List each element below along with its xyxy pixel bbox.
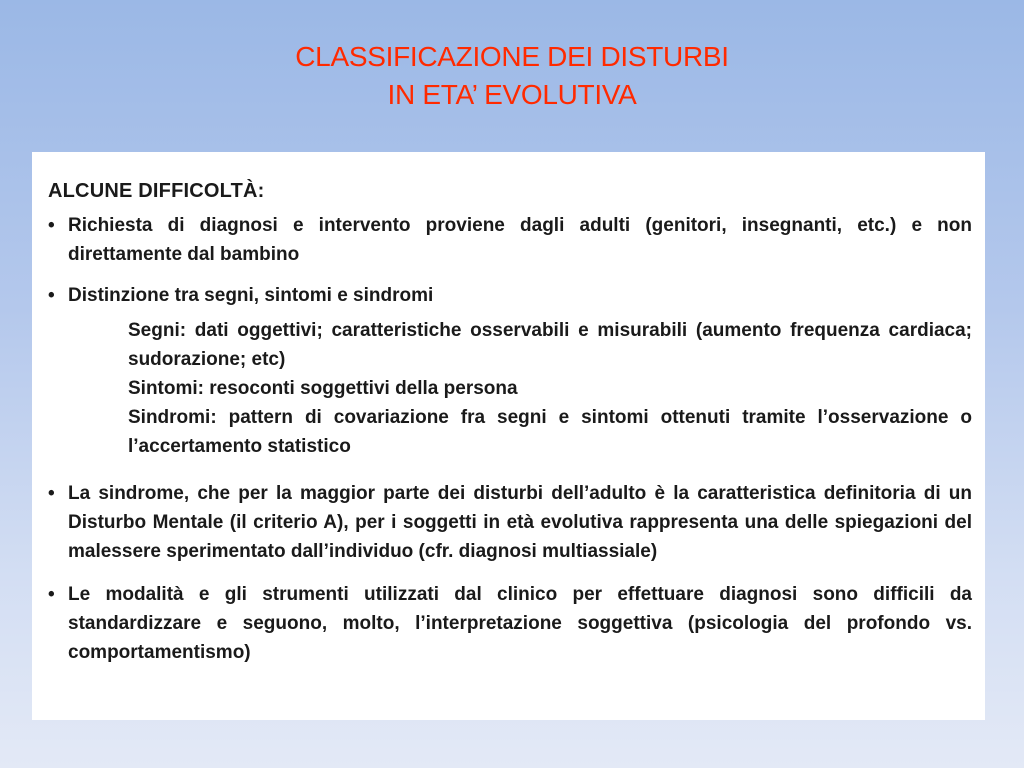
slide-title bbox=[0, 38, 1024, 114]
bullet-text-4: Le modalità e gli strumenti utilizzati dal clinico per effettuare diagnosi sono difficili da standardizzare e seguono, molto, l’interpretazione soggettiva (psicologia del profondo vs. comportamentismo) bbox=[68, 584, 972, 663]
definition-sindromi: Sindromi: pattern di covariazione fra segni e sintomi ottenuti tramite l’osservazione o l’accertamento statistico bbox=[128, 407, 972, 457]
definitions-block bbox=[128, 316, 972, 461]
definition-segni: Segni: dati oggettivi; caratteristiche osservabili e misurabili (aumento frequenza cardiaca; sudorazione; etc) bbox=[128, 320, 972, 370]
content-body bbox=[48, 177, 972, 667]
bullet-marker: • bbox=[48, 483, 55, 504]
content-panel bbox=[32, 152, 985, 720]
slide-title-line-1: CLASSIFICAZIONE DEI DISTURBI bbox=[295, 41, 729, 72]
bullet-item-1 bbox=[48, 211, 972, 269]
definition-sintomi: Sintomi: resoconti soggettivi della persona bbox=[128, 378, 518, 399]
bullet-item-4 bbox=[48, 580, 972, 667]
section-heading: ALCUNE DIFFICOLTÀ: bbox=[48, 180, 265, 202]
bullet-marker: • bbox=[48, 215, 55, 236]
slide-title-line-2: IN ETA’ EVOLUTIVA bbox=[387, 79, 637, 110]
bullet-item-2 bbox=[48, 281, 972, 310]
bullet-marker: • bbox=[48, 584, 55, 605]
bullet-marker: • bbox=[48, 285, 55, 306]
bullet-text-1: Richiesta di diagnosi e intervento proviene dagli adulti (genitori, insegnanti, etc.) e non direttamente dal bambino bbox=[68, 215, 972, 265]
bullet-text-2: Distinzione tra segni, sintomi e sindromi bbox=[68, 285, 434, 306]
bullet-text-3: La sindrome, che per la maggior parte dei disturbi dell’adulto è la caratteristica definitoria di un Disturbo Mentale (il criterio A), per i soggetti in età evolutiva rappresenta una delle spiegazioni del malessere sperimentato dall’individuo (cfr. diagnosi multiassiale) bbox=[68, 483, 972, 562]
bullet-item-3 bbox=[48, 479, 972, 566]
